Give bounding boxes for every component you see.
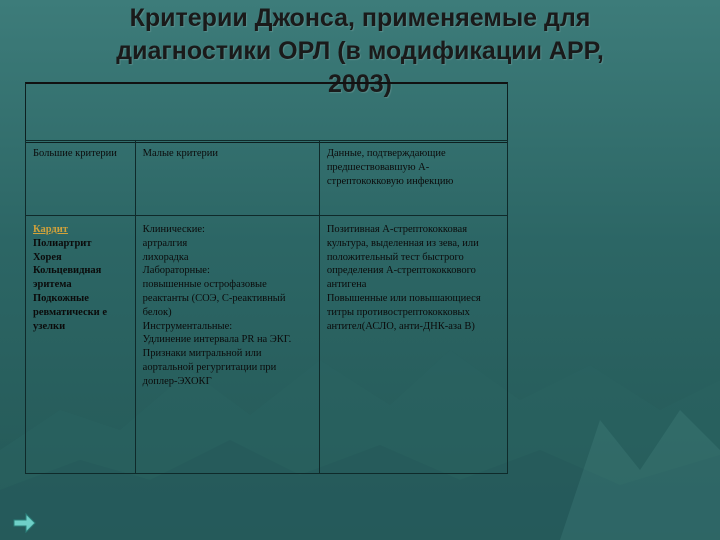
minor-criterion: Клинические: (142, 224, 205, 235)
major-criterion: Хорея (33, 251, 62, 263)
major-criterion: Подкожные ревматически е узелки (33, 292, 108, 332)
minor-criterion: Удлинение интервала PR на ЭКГ. Признаки митральной или аортальной регургитации при доплер-ЭХОКГ (142, 334, 292, 387)
header-minor-criteria: Малые критерии (135, 141, 319, 216)
major-criterion: Кольцевидная эритема (33, 265, 102, 291)
table-header-row (26, 141, 508, 216)
minor-criterion: артралгия (142, 237, 188, 249)
title-line: Критерии Джонса, применяемые для (129, 4, 591, 32)
table-row (26, 216, 508, 474)
arrow-icon[interactable] (12, 512, 36, 534)
title-line: 2003) (328, 70, 392, 98)
header-confirming-data: Данные, подтверждающие предшествовавшую А-стрептококковую инфекцию (319, 141, 507, 216)
major-criterion-carditis[interactable]: Кардит (33, 224, 68, 235)
minor-criterion: повышенные острофазовые реактанты (СОЭ, С-реактивный белок) (142, 279, 286, 318)
confirming-item: Повышенные или повышающиеся титры противострептококковых антител(АСЛО, анти-ДНК-аза В) (326, 292, 481, 332)
minor-criterion: Инструментальные: (142, 320, 233, 332)
major-criteria-cell (26, 216, 136, 474)
header-major-criteria: Большие критерии (26, 141, 136, 216)
minor-criterion: лихорадка (142, 251, 189, 263)
confirming-item: Позитивная А-стрептококковая культура, выделенная из зева, или положительный тест быстрого определения А-стрептококкового антигена (326, 224, 479, 291)
confirming-data-cell (319, 216, 507, 474)
minor-criterion: Лабораторные: (142, 265, 210, 277)
empty-header-box (25, 82, 508, 143)
major-criterion: Полиартрит (33, 237, 92, 249)
criteria-table (25, 140, 508, 474)
minor-criteria-cell (135, 216, 319, 474)
title-line: диагностики ОРЛ (в модификации АРР, (116, 37, 604, 65)
